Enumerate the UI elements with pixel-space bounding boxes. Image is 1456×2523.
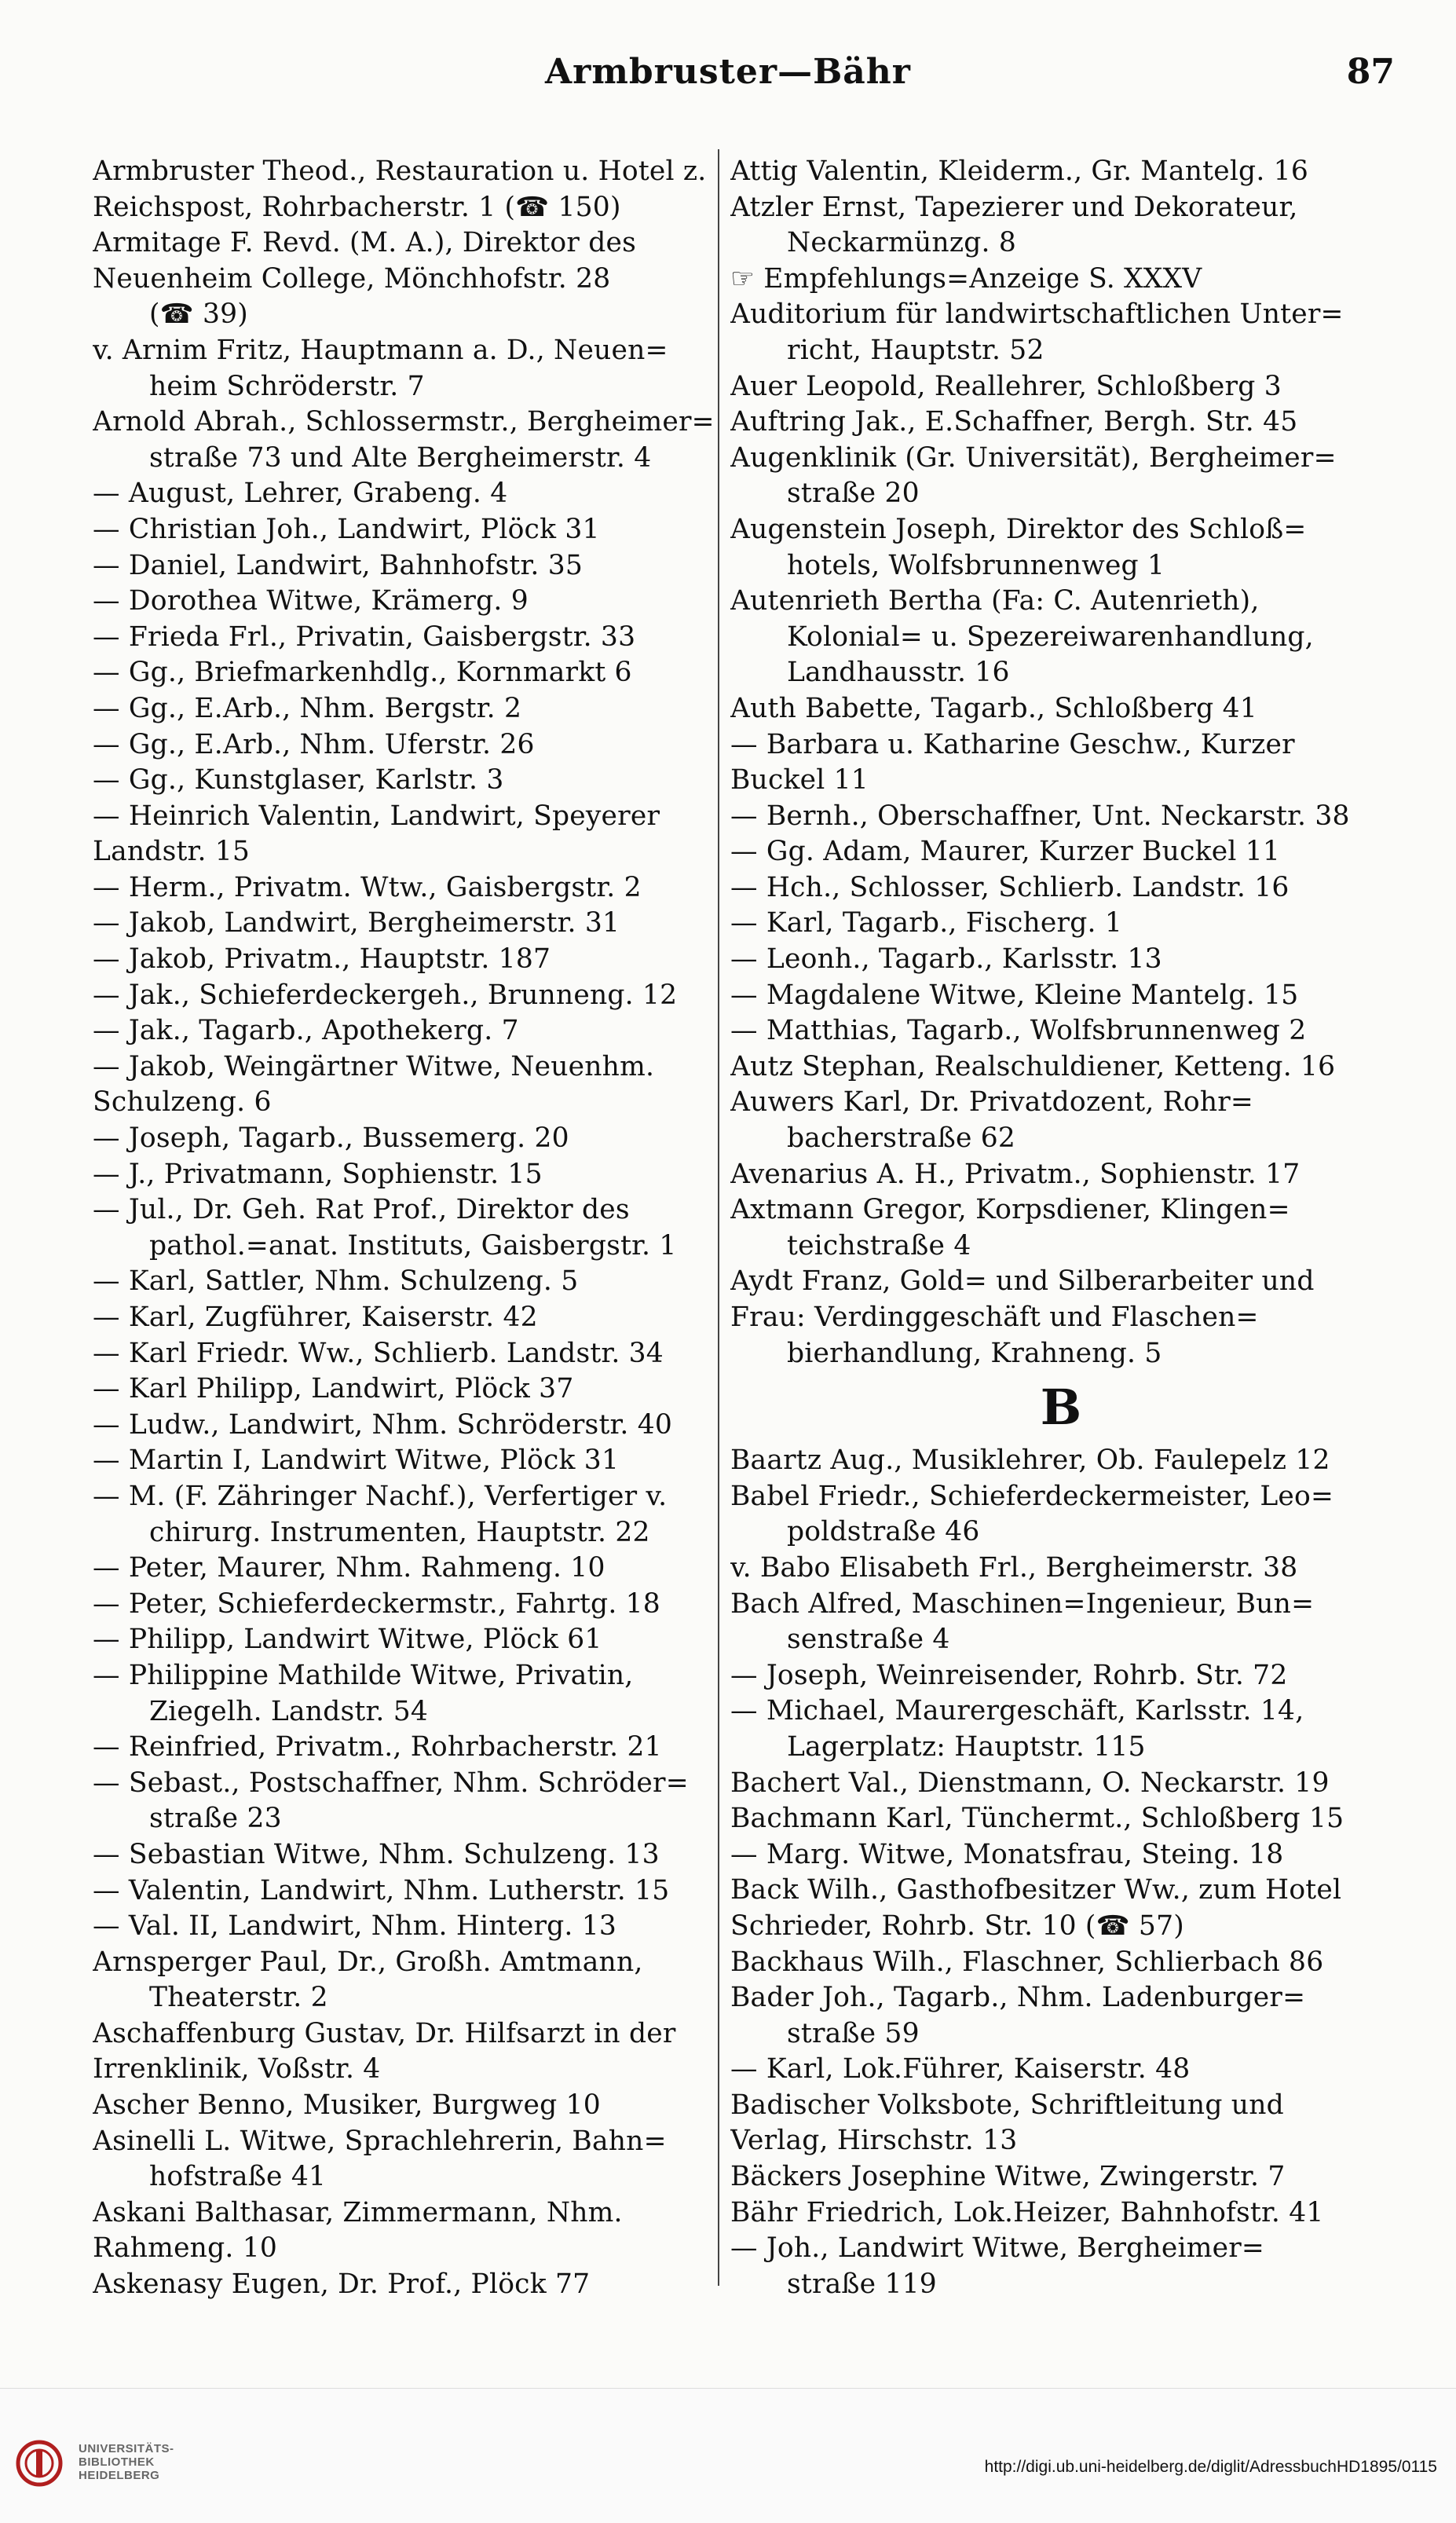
directory-entry-line: Auftring Jak., E.Schaffner, Bergh. Str. 45 xyxy=(730,406,1298,438)
directory-entry-line: — Peter, Maurer, Nhm. Rahmeng. 10 xyxy=(93,1552,605,1584)
directory-entry-line: — Karl, Lok.Führer, Kaiserstr. 48 xyxy=(730,2053,1191,2085)
directory-entry-line: — Ludw., Landwirt, Nhm. Schröderstr. 40 xyxy=(93,1408,673,1441)
directory-entry-line: Ascher Benno, Musiker, Burgweg 10 xyxy=(93,2089,601,2122)
directory-entry-line: (☎ 39) xyxy=(149,298,248,331)
directory-entry-line: — Jakob, Landwirt, Bergheimerstr. 31 xyxy=(93,907,620,939)
directory-entry-line: Autenrieth Bertha (Fa: C. Autenrieth), xyxy=(730,585,1260,617)
directory-entry-line: hotels, Wolfsbrunnenweg 1 xyxy=(787,549,1165,581)
directory-entry-line: Buckel 11 xyxy=(730,764,869,796)
directory-entry-line: — Gg., E.Arb., Nhm. Uferstr. 26 xyxy=(93,728,535,760)
directory-entry-line: — Karl, Zugführer, Kaiserstr. 42 xyxy=(93,1302,538,1333)
directory-entry-line: — Heinrich Valentin, Landwirt, Speyerer xyxy=(93,800,660,832)
directory-entry-line: Aydt Franz, Gold= und Silberarbeiter und xyxy=(730,1265,1315,1298)
directory-entry-line: — Val. II, Landwirt, Nhm. Hinterg. 13 xyxy=(93,1910,617,1943)
directory-entry-line: Ziegelh. Landstr. 54 xyxy=(149,1695,428,1727)
directory-entry-line: Attig Valentin, Kleiderm., Gr. Mantelg. 16 xyxy=(730,156,1308,187)
directory-entry-line: Frau: Verdinggeschäft und Flaschen= xyxy=(730,1302,1259,1333)
directory-entry-line: Augenklinik (Gr. Universität), Bergheimer= xyxy=(730,441,1337,474)
directory-entry-line: Aschaffenburg Gustav, Dr. Hilfsarzt in der xyxy=(93,2017,676,2049)
directory-entry-line: Landhausstr. 16 xyxy=(787,657,1010,689)
directory-entry-line: — M. (F. Zähringer Nachf.), Verfertiger v. xyxy=(93,1480,668,1512)
directory-entry-line: — Christian Joh., Landwirt, Plöck 31 xyxy=(93,513,600,545)
directory-entry-line: — Martin I, Landwirt Witwe, Plöck 31 xyxy=(93,1445,620,1477)
directory-entry-line: — Sebastian Witwe, Nhm. Schulzeng. 13 xyxy=(93,1838,660,1870)
directory-entry-line: Bachert Val., Dienstmann, O. Neckarstr. 19 xyxy=(730,1767,1330,1799)
directory-entry-line: Bachmann Karl, Tünchermt., Schloßberg 15 xyxy=(730,1803,1344,1835)
directory-entry-line: Neuenheim College, Mönchhofstr. 28 xyxy=(93,262,611,295)
directory-entry-line: heim Schröderstr. 7 xyxy=(149,370,425,402)
directory-entry-line: Askenasy Eugen, Dr. Prof., Plöck 77 xyxy=(93,2269,591,2301)
directory-entry-line: straße 73 und Alte Bergheimerstr. 4 xyxy=(149,441,652,474)
library-line-3: HEIDELBERG xyxy=(79,2469,160,2482)
directory-entry-line: — Magdalene Witwe, Kleine Mantelg. 15 xyxy=(730,979,1299,1011)
directory-entry-line: Askani Balthasar, Zimmermann, Nhm. xyxy=(93,2196,623,2228)
directory-entry-line: Auer Leopold, Reallehrer, Schloßberg 3 xyxy=(730,370,1282,402)
directory-entry-line: — Daniel, Landwirt, Bahnhofstr. 35 xyxy=(93,549,583,581)
source-url[interactable]: http://digi.ub.uni-heidelberg.de/diglit/AdressbuchHD1895/0115 xyxy=(984,2458,1437,2476)
directory-entry-line: Backhaus Wilh., Flaschner, Schlierbach 86 xyxy=(730,1946,1324,1978)
directory-entry-line: Landstr. 15 xyxy=(93,836,251,868)
directory-entry-line: Autz Stephan, Realschuldiener, Ketteng. 16 xyxy=(730,1050,1336,1082)
directory-entry-line: — Joseph, Weinreisender, Rohrb. Str. 72 xyxy=(730,1659,1288,1691)
directory-entry-line: Badischer Volksbote, Schriftleitung und xyxy=(730,2089,1284,2121)
directory-entry-line: straße 119 xyxy=(787,2268,937,2300)
directory-entry-line: — Herm., Privatm. Wtw., Gaisbergstr. 2 xyxy=(93,871,642,903)
directory-entry-line: — Sebast., Postschaffner, Nhm. Schröder= xyxy=(93,1767,689,1799)
directory-entry-line: Bähr Friedrich, Lok.Heizer, Bahnhofstr. 41 xyxy=(730,2196,1324,2228)
directory-entry-line: — Marg. Witwe, Monatsfrau, Steing. 18 xyxy=(730,1838,1284,1870)
directory-entry-line: ☞ Empfehlungs=Anzeige S. XXXV xyxy=(730,262,1202,295)
right-column xyxy=(730,154,1392,2302)
directory-entry-line: Asinelli L. Witwe, Sprachlehrerin, Bahn= xyxy=(93,2125,667,2157)
directory-entry-line: Augenstein Joseph, Direktor des Schloß= xyxy=(730,513,1307,545)
directory-entry-line: — Bernh., Oberschaffner, Unt. Neckarstr. 38 xyxy=(730,800,1350,832)
directory-entry-line: senstraße 4 xyxy=(787,1624,950,1656)
directory-entry-line: Schrieder, Rohrb. Str. 10 (☎ 57) xyxy=(730,1910,1184,1942)
directory-entry-line: Bach Alfred, Maschinen=Ingenieur, Bun= xyxy=(730,1587,1315,1620)
directory-entry-line: Avenarius A. H., Privatm., Sophienstr. 17 xyxy=(730,1158,1301,1190)
directory-entry-line: — Gg., Kunstglaser, Karlstr. 3 xyxy=(93,764,504,796)
directory-entry-line: — Karl Friedr. Ww., Schlierb. Landstr. 34 xyxy=(93,1337,664,1369)
directory-entry-line: — Jul., Dr. Geh. Rat Prof., Direktor des xyxy=(93,1194,630,1226)
directory-entry-line: Auditorium für landwirtschaftlichen Unter= xyxy=(730,298,1344,331)
directory-entry-line: — Gg., Briefmarkenhdlg., Kornmarkt 6 xyxy=(93,657,632,689)
directory-entry-line: chirurg. Instrumenten, Hauptstr. 22 xyxy=(149,1516,650,1548)
directory-entry-line: — Jak., Schieferdeckergeh., Brunneng. 12 xyxy=(93,979,678,1011)
section-letter-b: B xyxy=(1040,1379,1082,1437)
directory-entry-line: Theaterstr. 2 xyxy=(149,1982,328,2014)
directory-entry-line: Bader Joh., Tagarb., Nhm. Ladenburger= xyxy=(730,1982,1306,2014)
directory-entry-line: — Barbara u. Katharine Geschw., Kurzer xyxy=(730,728,1295,760)
directory-entry-line: — Valentin, Landwirt, Nhm. Lutherstr. 15 xyxy=(93,1874,670,1906)
directory-entry-line: Schulzeng. 6 xyxy=(93,1086,272,1119)
right-column-b-entries xyxy=(730,1443,1392,2302)
directory-entry-line: — Philipp, Landwirt Witwe, Plöck 61 xyxy=(93,1624,602,1656)
directory-entry-line: — Jak., Tagarb., Apothekerg. 7 xyxy=(93,1015,519,1047)
page-title: Armbruster—Bähr xyxy=(545,52,911,92)
directory-entry-line: straße 23 xyxy=(149,1803,282,1835)
directory-entry-line: — Gg. Adam, Maurer, Kurzer Buckel 11 xyxy=(730,836,1281,868)
library-name xyxy=(79,2442,174,2482)
directory-entry-line: teichstraße 4 xyxy=(787,1229,971,1262)
directory-entry-line: Lagerplatz: Hauptstr. 115 xyxy=(787,1730,1146,1763)
directory-entry-line: Atzler Ernst, Tapezierer und Dekorateur, xyxy=(730,191,1298,223)
directory-entry-line: Arnold Abrah., Schlossermstr., Bergheimer= xyxy=(93,406,715,438)
directory-entry-line: — Frieda Frl., Privatin, Gaisbergstr. 33 xyxy=(93,621,636,653)
directory-entry-line: Back Wilh., Gasthofbesitzer Ww., zum Hotel xyxy=(730,1874,1342,1906)
directory-entry-line: Auwers Karl, Dr. Privatdozent, Rohr= xyxy=(730,1086,1254,1119)
page-header xyxy=(0,52,1456,123)
directory-entry-line: — Karl, Tagarb., Fischerg. 1 xyxy=(730,907,1122,939)
directory-entry-line: Reichspost, Rohrbacherstr. 1 (☎ 150) xyxy=(93,191,621,223)
directory-entry-line: Armitage F. Revd. (M. A.), Direktor des xyxy=(93,227,637,259)
directory-entry-line: pathol.=anat. Instituts, Gaisbergstr. 1 xyxy=(149,1229,677,1262)
directory-entry-line: Bäckers Josephine Witwe, Zwingerstr. 7 xyxy=(730,2161,1286,2193)
directory-entry-line: — Philippine Mathilde Witwe, Privatin, xyxy=(93,1659,634,1691)
directory-entry-line: Verlag, Hirschstr. 13 xyxy=(730,2125,1018,2157)
directory-entry-line: bacherstraße 62 xyxy=(787,1122,1016,1155)
directory-entry-line: — August, Lehrer, Grabeng. 4 xyxy=(93,478,508,510)
library-line-1: UNIVERSITÄTS- xyxy=(79,2442,174,2455)
directory-entry-line: — Gg., E.Arb., Nhm. Bergstr. 2 xyxy=(93,692,522,724)
directory-entry-line: bierhandlung, Krahneng. 5 xyxy=(787,1337,1162,1369)
directory-entry-line: straße 59 xyxy=(787,2017,920,2049)
directory-entry-line: Rahmeng. 10 xyxy=(93,2232,278,2265)
directory-entry-line: — Michael, Maurergeschäft, Karlsstr. 14, xyxy=(730,1695,1304,1727)
directory-entry-line: Babel Friedr., Schieferdeckermeister, Leo= xyxy=(730,1480,1334,1512)
directory-entry-line: — Hch., Schlosser, Schlierb. Landstr. 16 xyxy=(730,871,1290,903)
directory-entry-line: v. Arnim Fritz, Hauptmann a. D., Neuen= xyxy=(93,334,668,366)
directory-entry-line: v. Babo Elisabeth Frl., Bergheimerstr. 38 xyxy=(730,1551,1298,1584)
directory-entry-line: — Jakob, Privatm., Hauptstr. 187 xyxy=(93,943,551,976)
directory-entry-line: — Karl Philipp, Landwirt, Plöck 37 xyxy=(93,1373,574,1405)
directory-entry-line: — Matthias, Tagarb., Wolfsbrunnenweg 2 xyxy=(730,1015,1307,1047)
directory-entry-line: straße 20 xyxy=(787,478,920,510)
directory-entry-line: — Jakob, Weingärtner Witwe, Neuenhm. xyxy=(93,1050,655,1082)
directory-entry-line: poldstraße 46 xyxy=(787,1516,980,1548)
directory-entry-line: — Peter, Schieferdeckermstr., Fahrtg. 18 xyxy=(93,1587,660,1620)
directory-entry-line: — Joh., Landwirt Witwe, Bergheimer= xyxy=(730,2232,1265,2265)
right-column-a-entries xyxy=(730,154,1392,1371)
directory-entry-line: — Reinfried, Privatm., Rohrbacherstr. 21 xyxy=(93,1731,662,1763)
library-line-2: BIBLIOTHEK xyxy=(79,2455,155,2469)
directory-entry-line: Baartz Aug., Musiklehrer, Ob. Faulepelz 12 xyxy=(730,1445,1330,1477)
page-number: 87 xyxy=(1346,52,1395,92)
left-column xyxy=(93,154,733,2303)
directory-entry-line: — Joseph, Tagarb., Bussemerg. 20 xyxy=(93,1122,569,1155)
directory-entry-line: Armbruster Theod., Restauration u. Hotel z. xyxy=(93,156,707,187)
directory-entry-line: — Karl, Sattler, Nhm. Schulzeng. 5 xyxy=(93,1265,579,1298)
footer xyxy=(0,2388,1456,2523)
directory-entry-line: Axtmann Gregor, Korpsdiener, Klingen= xyxy=(730,1194,1290,1226)
directory-entry-line: Arnsperger Paul, Dr., Großh. Amtmann, xyxy=(93,1946,643,1978)
directory-entry-line: Kolonial= u. Spezereiwarenhandlung, xyxy=(787,621,1314,653)
directory-entry-line: — Dorothea Witwe, Krämerg. 9 xyxy=(93,585,529,617)
directory-entry-line: richt, Hauptstr. 52 xyxy=(787,334,1044,366)
university-seal-icon xyxy=(16,2440,63,2487)
directory-entry-line: hofstraße 41 xyxy=(149,2161,327,2193)
directory-entry-line: — Leonh., Tagarb., Karlsstr. 13 xyxy=(730,943,1162,976)
directory-entry-line: Auth Babette, Tagarb., Schloßberg 41 xyxy=(730,692,1257,724)
directory-entry-line: — J., Privatmann, Sophienstr. 15 xyxy=(93,1158,543,1190)
directory-entry-line: Irrenklinik, Voßstr. 4 xyxy=(93,2053,381,2085)
directory-entry-line: Neckarmünzg. 8 xyxy=(787,227,1016,259)
